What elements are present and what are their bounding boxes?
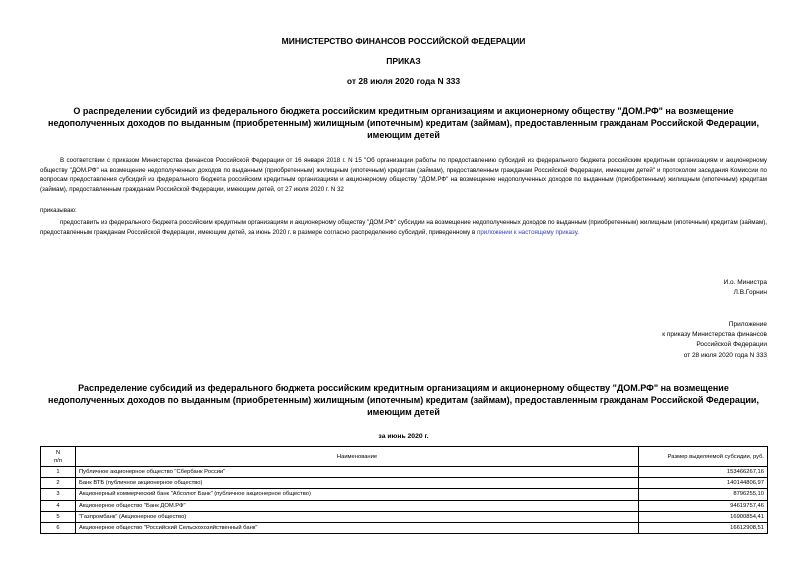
row-name: Акционерное общество "Российский Сельскохозяйственный банк": [76, 522, 639, 533]
row-number: 4: [41, 500, 76, 511]
header-amount: Размер выделяемой субсидии, руб.: [639, 447, 768, 467]
table-row: [41, 500, 768, 511]
order-word: приказываю:: [40, 207, 77, 214]
row-number: 6: [41, 522, 76, 533]
row-name: "Газпромбанк" (Акционерное общество): [76, 511, 639, 522]
table-row: [41, 511, 768, 522]
row-amount: 16612908,51: [639, 522, 768, 533]
row-number: 2: [41, 478, 76, 489]
row-name: Акционерный коммерческий банк "Абсолют Банк" (публичное акционерное общество): [76, 489, 639, 500]
header-number-line1: N: [55, 449, 61, 456]
row-amount: 153466267,16: [639, 467, 768, 478]
order-paragraph-text: предоставить из федерального бюджета российским кредитным организациям и акционерному обществу "ДОМ.РФ" субсидии на возмещение недополученных доходов по выданным (приобретенным) жилищным (ипотечным) кредитам (займам), предоставленным гражданам Российской Федерации, имеющим детей, за июнь 2020 г. в размере согласно распределению субсидий, приведенному в: [40, 219, 767, 236]
distribution-title: Распределение субсидий из федерального бюджета российским кредитным организациям и акционерному обществу "ДОМ.РФ" на возмещение недополученных доходов по выданным (приобретенным) жилищным (ипотечным) кредитам (займам), предоставленным гражданам Российской Федерации, имеющим детей: [48, 383, 759, 417]
appendix-link[interactable]: приложении к настоящему приказу: [477, 228, 578, 236]
signature-name: Л.В.Горнин: [733, 289, 767, 296]
row-amount: 16900854,41: [639, 511, 768, 522]
doc-type-heading: ПРИКАЗ: [386, 56, 421, 66]
row-amount: 94619757,46: [639, 500, 768, 511]
order-paragraph: [40, 218, 767, 237]
signature-block: [724, 278, 767, 298]
order-title: О распределении субсидий из федерального бюджета российским кредитным организациям и акционерному обществу "ДОМ.РФ" на возмещение недополученных доходов по выданным (приобретенным) жилищным (ипотечным) кредитам (займам), предоставленным гражданам Российской Федерации, имеющим детей: [48, 106, 759, 140]
appendix-line-2: к приказу Министерства финансов: [662, 331, 767, 339]
table-row: [41, 478, 768, 489]
period-label: за июнь 2020 г.: [378, 433, 429, 440]
appendix-line-1: Приложение: [728, 321, 767, 328]
appendix-block: [662, 320, 767, 361]
row-name: Банк ВТБ (публичное акционерное общество): [76, 478, 639, 489]
signature-position: И.о. Министра: [723, 279, 767, 286]
header-name: Наименование: [76, 447, 639, 467]
table-header-row: [41, 447, 768, 467]
row-number: 5: [41, 511, 76, 522]
header-number: [41, 447, 76, 467]
table-row: [41, 522, 768, 533]
row-amount: 8796255,10: [639, 489, 768, 500]
appendix-line-4: от 28 июля 2020 года N 333: [683, 351, 767, 359]
distribution-table: [40, 446, 768, 534]
appendix-line-3: Российской Федерации: [696, 341, 767, 349]
row-number: 1: [41, 467, 76, 478]
ministry-heading: МИНИСТЕРСТВО ФИНАНСОВ РОССИЙСКОЙ ФЕДЕРАЦИИ: [281, 36, 526, 46]
table-row: [41, 467, 768, 478]
header-number-line2: п/п: [54, 457, 62, 464]
table-row: [41, 489, 768, 500]
row-number: 3: [41, 489, 76, 500]
row-amount: 140144806,97: [639, 478, 768, 489]
row-name: Публичное акционерное общество "Сбербанк России": [76, 467, 639, 478]
preamble-paragraph: В соответствии с приказом Министерства финансов Российской Федерации от 16 января 2018 г. N 15 "Об организации работы по предоставлению субсидий из федерального бюджета российским кредитным организациям и акционерному обществу "ДОМ.РФ" на возмещение недополученных доходов по выданным (приобретенным) жилищным (ипотечным) кредитам (займам), предоставленным гражданам Российской Федерации, имеющим детей" и протоколом заседания Комиссии по вопросам предоставления субсидий из федерального бюджета российским кредитным организациям и акционерному обществу "ДОМ.РФ" на возмещение недополученных доходов по выданным (приобретенным) жилищным (ипотечным) кредитам (займам), предоставленным гражданам Российской Федерации, имеющим детей, от 27 июля 2020 г. N 32: [40, 157, 767, 193]
doc-date-number: от 28 июля 2020 года N 333: [346, 76, 461, 86]
order-paragraph-end: .: [577, 228, 579, 236]
row-name: Акционерное общество "Банк ДОМ.РФ": [76, 500, 639, 511]
